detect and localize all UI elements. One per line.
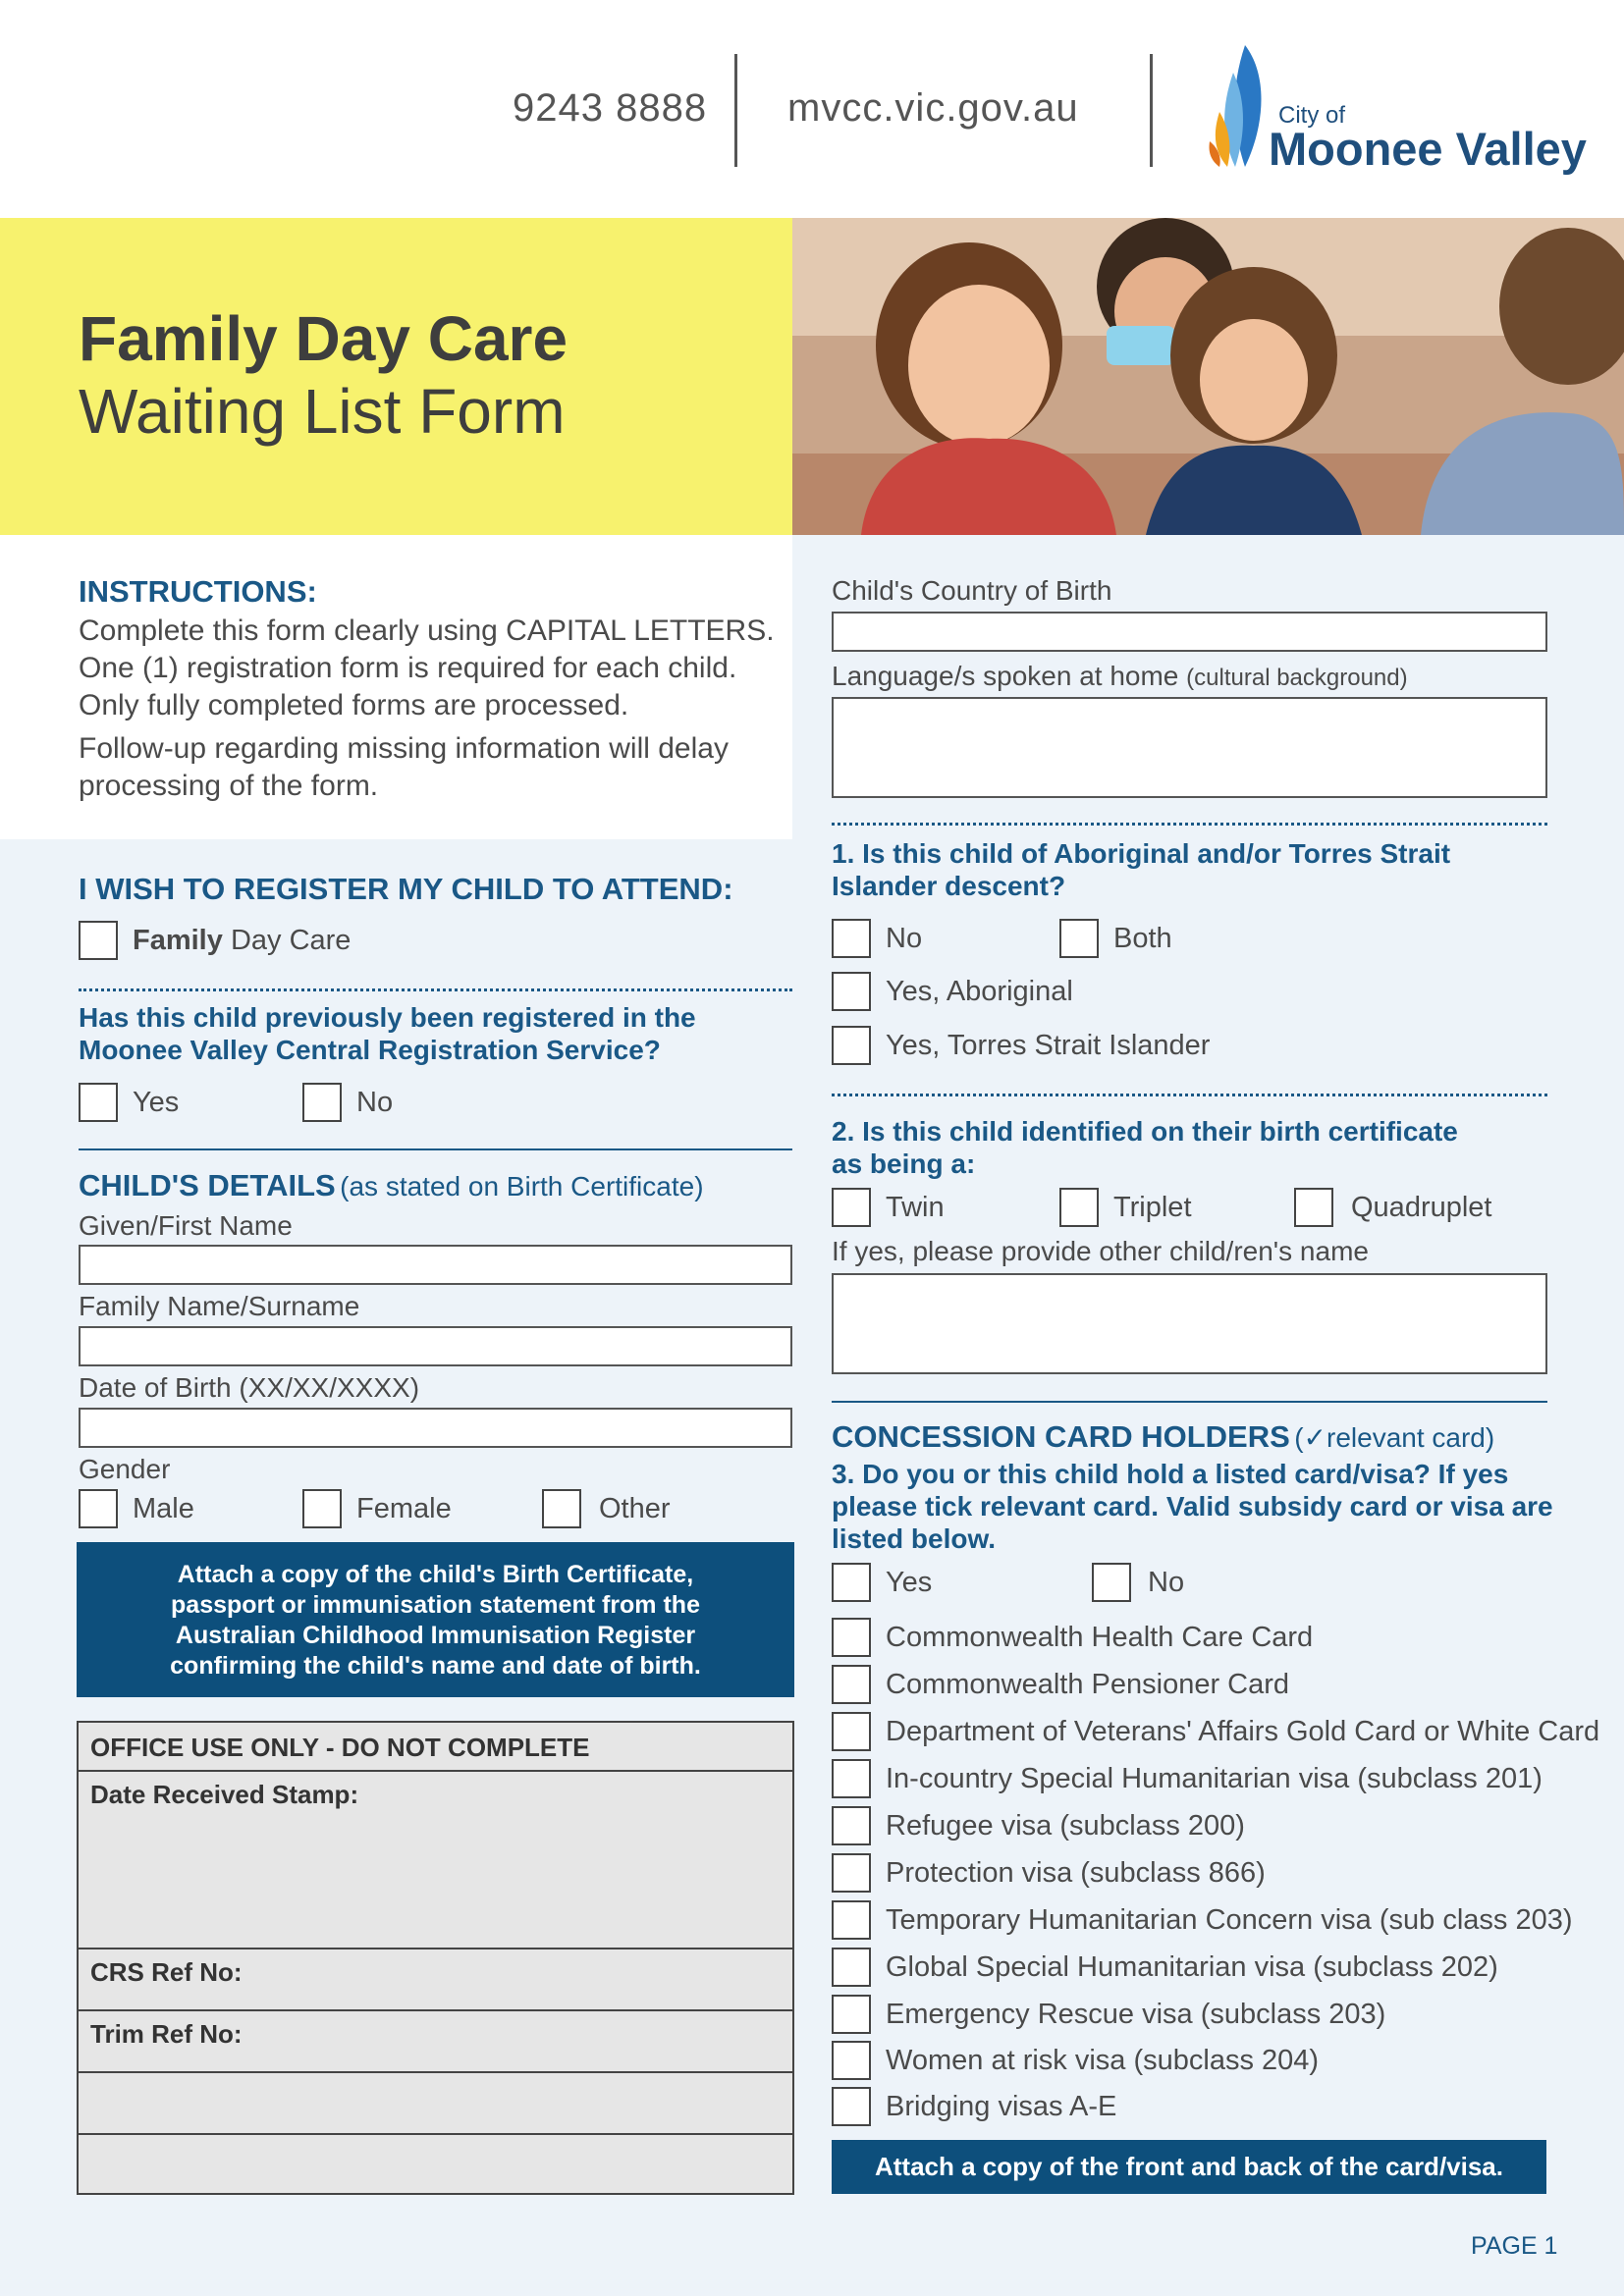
hero-photo bbox=[792, 218, 1624, 535]
option-day-care: Day Care bbox=[230, 925, 352, 956]
language-note: (cultural background) bbox=[1186, 665, 1408, 691]
office-row-divider bbox=[79, 2009, 792, 2011]
form-title: Family Day Care bbox=[79, 303, 568, 374]
card-label: Global Special Humanitarian visa (subclass 202) bbox=[886, 1951, 1498, 1983]
card-label: Commonwealth Pensioner Card bbox=[886, 1669, 1290, 1700]
family-name-label: Family Name/Surname bbox=[79, 1291, 360, 1321]
office-row-divider bbox=[79, 2071, 792, 2073]
card-label: In-country Special Humanitarian visa (subclass 201) bbox=[886, 1763, 1543, 1794]
card-checkbox[interactable] bbox=[832, 2087, 871, 2126]
card-checkbox[interactable] bbox=[832, 1618, 871, 1657]
dotted-divider bbox=[832, 1094, 1547, 1096]
card-label: Commonwealth Health Care Card bbox=[886, 1622, 1314, 1653]
attach-line: Australian Childhood Immunisation Register bbox=[175, 1622, 696, 1649]
given-name-label: Given/First Name bbox=[79, 1210, 293, 1241]
attach-line: passport or immunisation statement from the bbox=[171, 1591, 700, 1619]
gender-female-checkbox[interactable] bbox=[302, 1489, 342, 1528]
q3-yes-checkbox[interactable] bbox=[832, 1563, 871, 1602]
q2-quadruplet-label: Quadruplet bbox=[1351, 1192, 1492, 1223]
card-checkbox[interactable] bbox=[832, 1759, 871, 1798]
crs-ref-label: CRS Ref No: bbox=[90, 1957, 243, 1987]
card-label: Temporary Humanitarian Concern visa (sub class 203) bbox=[886, 1904, 1573, 1936]
q3-question-line2: please tick relevant card. Valid subsidy card or visa are bbox=[832, 1491, 1553, 1522]
instructions-heading: INSTRUCTIONS: bbox=[79, 574, 317, 609]
instruction-line: Only fully completed forms are processed. bbox=[79, 689, 629, 721]
instruction-line: processing of the form. bbox=[79, 770, 379, 802]
attach-line: confirming the child's name and date of birth. bbox=[170, 1652, 701, 1680]
right-panel bbox=[792, 535, 1624, 2296]
card-checkbox[interactable] bbox=[832, 1806, 871, 1845]
section-divider bbox=[79, 1148, 792, 1150]
card-label: Bridging visas A-E bbox=[886, 2091, 1117, 2122]
form-subtitle: Waiting List Form bbox=[79, 376, 566, 447]
card-checkbox[interactable] bbox=[832, 1853, 871, 1893]
q1-no-checkbox[interactable] bbox=[832, 919, 871, 958]
q1-question: 1. Is this child of Aboriginal and/or Torres Strait bbox=[832, 838, 1451, 869]
register-heading: I WISH TO REGISTER MY CHILD TO ATTEND: bbox=[79, 872, 733, 906]
q1-aboriginal-label: Yes, Aboriginal bbox=[886, 976, 1073, 1007]
language-label-row bbox=[832, 661, 1408, 692]
office-use-box bbox=[77, 1721, 794, 2195]
attach-card-note: Attach a copy of the front and back of the card/visa. bbox=[832, 2140, 1546, 2194]
office-use-title: OFFICE USE ONLY - DO NOT COMPLETE bbox=[90, 1733, 590, 1762]
concession-heading: CONCESSION CARD HOLDERS bbox=[832, 1419, 1290, 1454]
phone-number: 9243 8888 bbox=[513, 86, 708, 130]
attach-line: Attach a copy of the child's Birth Certificate, bbox=[177, 1561, 694, 1588]
q2-question: 2. Is this child identified on their birth certificate bbox=[832, 1116, 1458, 1147]
q3-question: 3. Do you or this child hold a listed card/visa? If yes bbox=[832, 1459, 1509, 1489]
card-label: Refugee visa (subclass 200) bbox=[886, 1810, 1245, 1842]
dotted-divider bbox=[832, 823, 1547, 826]
office-row-divider bbox=[79, 1770, 792, 1772]
q1-question-line2: Islander descent? bbox=[832, 871, 1066, 901]
q3-yes-label: Yes bbox=[886, 1567, 933, 1598]
attach-birth-certificate-note bbox=[77, 1542, 794, 1697]
dob-label: Date of Birth (XX/XX/XXXX) bbox=[79, 1372, 420, 1403]
gender-female-label: Female bbox=[356, 1493, 452, 1524]
card-label: Department of Veterans' Affairs Gold Card or White Card bbox=[886, 1716, 1600, 1747]
logo-city-of: City of bbox=[1278, 102, 1346, 129]
gender-label: Gender bbox=[79, 1454, 171, 1484]
q3-no-label: No bbox=[1148, 1567, 1185, 1598]
header-divider bbox=[734, 54, 737, 167]
language-label: Language/s spoken at home bbox=[832, 661, 1179, 691]
instruction-line: Follow-up regarding missing information will delay bbox=[79, 732, 729, 765]
gender-other-label: Other bbox=[599, 1493, 671, 1524]
concession-heading-row bbox=[832, 1419, 1494, 1455]
q2-twin-label: Twin bbox=[886, 1192, 945, 1223]
card-checkbox[interactable] bbox=[832, 1948, 871, 1987]
q2-names-label: If yes, please provide other child/ren's name bbox=[832, 1236, 1369, 1266]
date-received-label: Date Received Stamp: bbox=[90, 1780, 359, 1809]
country-field[interactable] bbox=[832, 612, 1547, 652]
previous-question-line2: Moonee Valley Central Registration Service? bbox=[79, 1035, 661, 1065]
logo-moonee-valley: Moonee Valley bbox=[1269, 123, 1587, 175]
card-checkbox[interactable] bbox=[832, 1900, 871, 1940]
card-label: Protection visa (subclass 866) bbox=[886, 1857, 1266, 1889]
card-checkbox[interactable] bbox=[832, 1995, 871, 2034]
gender-male-checkbox[interactable] bbox=[79, 1489, 118, 1528]
previous-no-label: No bbox=[356, 1087, 394, 1118]
q1-both-label: Both bbox=[1113, 923, 1172, 954]
previous-question: Has this child previously been registered in the bbox=[79, 1002, 696, 1033]
header-divider bbox=[1150, 54, 1153, 167]
given-name-field[interactable] bbox=[79, 1245, 792, 1285]
office-row-divider bbox=[79, 1948, 792, 1949]
card-checkbox[interactable] bbox=[832, 1665, 871, 1704]
q1-no-label: No bbox=[886, 923, 923, 954]
card-label: Emergency Rescue visa (subclass 203) bbox=[886, 1999, 1386, 2030]
option-family: Family bbox=[133, 925, 223, 956]
dob-field[interactable] bbox=[79, 1408, 792, 1448]
gender-male-label: Male bbox=[133, 1493, 194, 1524]
q2-names-field[interactable] bbox=[832, 1273, 1547, 1374]
language-field[interactable] bbox=[832, 697, 1547, 798]
q1-torres-checkbox[interactable] bbox=[832, 1026, 871, 1065]
previous-yes-label: Yes bbox=[133, 1087, 180, 1118]
child-details-heading-row bbox=[79, 1168, 704, 1203]
section-divider bbox=[832, 1401, 1547, 1403]
office-row-divider bbox=[79, 2133, 792, 2135]
q3-no-checkbox[interactable] bbox=[1092, 1563, 1131, 1602]
dotted-divider bbox=[79, 988, 792, 991]
q2-triplet-label: Triplet bbox=[1113, 1192, 1192, 1223]
q3-question-line3: listed below. bbox=[832, 1523, 996, 1554]
q2-question-line2: as being a: bbox=[832, 1148, 976, 1179]
q1-torres-label: Yes, Torres Strait Islander bbox=[886, 1030, 1211, 1061]
concession-note: (✓relevant card) bbox=[1294, 1422, 1495, 1453]
card-checkbox[interactable] bbox=[832, 2041, 871, 2080]
family-day-care-checkbox[interactable] bbox=[79, 921, 118, 960]
q2-twin-checkbox[interactable] bbox=[832, 1188, 871, 1227]
card-checkbox[interactable] bbox=[832, 1712, 871, 1751]
council-logo-icon bbox=[1206, 43, 1274, 169]
gender-other-checkbox[interactable] bbox=[542, 1489, 581, 1528]
instruction-line: Complete this form clearly using CAPITAL LETTERS. bbox=[79, 614, 775, 647]
previous-yes-checkbox[interactable] bbox=[79, 1083, 118, 1122]
q2-triplet-checkbox[interactable] bbox=[1059, 1188, 1099, 1227]
q1-both-checkbox[interactable] bbox=[1059, 919, 1099, 958]
country-label: Child's Country of Birth bbox=[832, 575, 1112, 606]
trim-ref-label: Trim Ref No: bbox=[90, 2019, 243, 2049]
q2-quadruplet-checkbox[interactable] bbox=[1294, 1188, 1333, 1227]
card-label: Women at risk visa (subclass 204) bbox=[886, 2045, 1320, 2076]
previous-no-checkbox[interactable] bbox=[302, 1083, 342, 1122]
instruction-line: One (1) registration form is required for each child. bbox=[79, 652, 737, 684]
child-details-heading: CHILD'S DETAILS bbox=[79, 1168, 336, 1202]
website[interactable]: mvcc.vic.gov.au bbox=[787, 86, 1079, 130]
q1-aboriginal-checkbox[interactable] bbox=[832, 972, 871, 1011]
page-number: PAGE 1 bbox=[1471, 2232, 1558, 2260]
family-name-field[interactable] bbox=[79, 1326, 792, 1366]
child-details-note: (as stated on Birth Certificate) bbox=[340, 1171, 704, 1201]
